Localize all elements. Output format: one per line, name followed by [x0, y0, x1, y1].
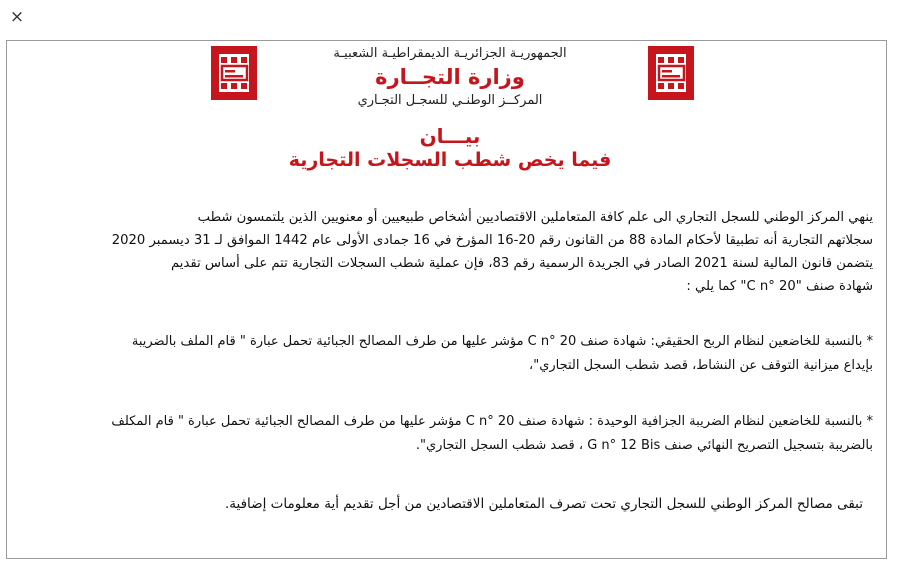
- paragraph-line: شهادة صنف "C n° 20" كما يلي :: [686, 279, 873, 294]
- announcement-subtitle: فيما يخص شطب السجلات التجارية: [288, 149, 612, 171]
- paragraph-real-profit: [30, 330, 873, 378]
- document-frame: [6, 40, 887, 559]
- paragraph-line: تبقى مصالح المركز الوطني للسجل التجاري تحت تصرف المتعاملين الاقتصادين من أجل تقديم أية معلومات إضافية.: [225, 496, 863, 512]
- paragraph-line: يتضمن قانون المالية لسنة 2021 الصادر في الجريدة الرسمية رقم 83، فإن عملية شطب السجلات التجارية تتم على أساس تقديم: [171, 256, 873, 271]
- paragraph-flat-tax: [30, 410, 873, 458]
- center-name: المركــز الوطنـي للسجـل التجـاري: [357, 93, 543, 108]
- paragraph-line: ينهي المركز الوطني للسجل التجاري الى علم كافة المتعاملين الاقتصاديين أشخاص طبيعيين أو معنويين الذين يلتمسون شطب: [197, 210, 873, 225]
- paragraph-line: * بالنسبة للخاضعين لنظام الربح الحقيقي: شهادة صنف C n° 20 مؤشر عليها من طرف المصالح الجبائية تحمل عبارة " قام الملف بالضريبة: [131, 334, 873, 349]
- paragraph-intro: [30, 206, 873, 298]
- paragraph-line: * بالنسبة للخاضعين لنظام الضريبة الجزافية الوحيدة : شهادة صنف C n° 20 مؤشر عليها من طرف المصالح الجبائية تحمل عبارة " قام المكلف: [111, 414, 873, 429]
- paragraph-closing: [30, 493, 873, 515]
- ministry-logo-icon: [646, 46, 696, 100]
- paragraph-line: بإيداع ميزانية التوقف عن النشاط، قصد شطب السجل التجاري"،: [529, 358, 873, 373]
- document-header: [250, 44, 650, 112]
- close-button[interactable]: ×: [9, 7, 25, 27]
- paragraph-line: سجلاتهم التجارية أنه تطبيقا لأحكام المادة 88 من القانون رقم 20-16 المؤرخ في 16 جمادى الأولى عام 1442 الموافق لـ 31 ديسمبر 2020: [111, 233, 873, 248]
- ministry-name: وزارة التجــارة: [375, 65, 525, 89]
- paragraph-line: بالضريبة بتسجيل التصريح النهائي صنف G n° 12 Bis ، قصد شطب السجل التجاري".: [415, 438, 873, 453]
- announcement-title: بيـــان: [419, 124, 481, 148]
- republic-name: الجمهوريـة الجزائريـة الديمقراطيـة الشعبيـة: [333, 46, 567, 61]
